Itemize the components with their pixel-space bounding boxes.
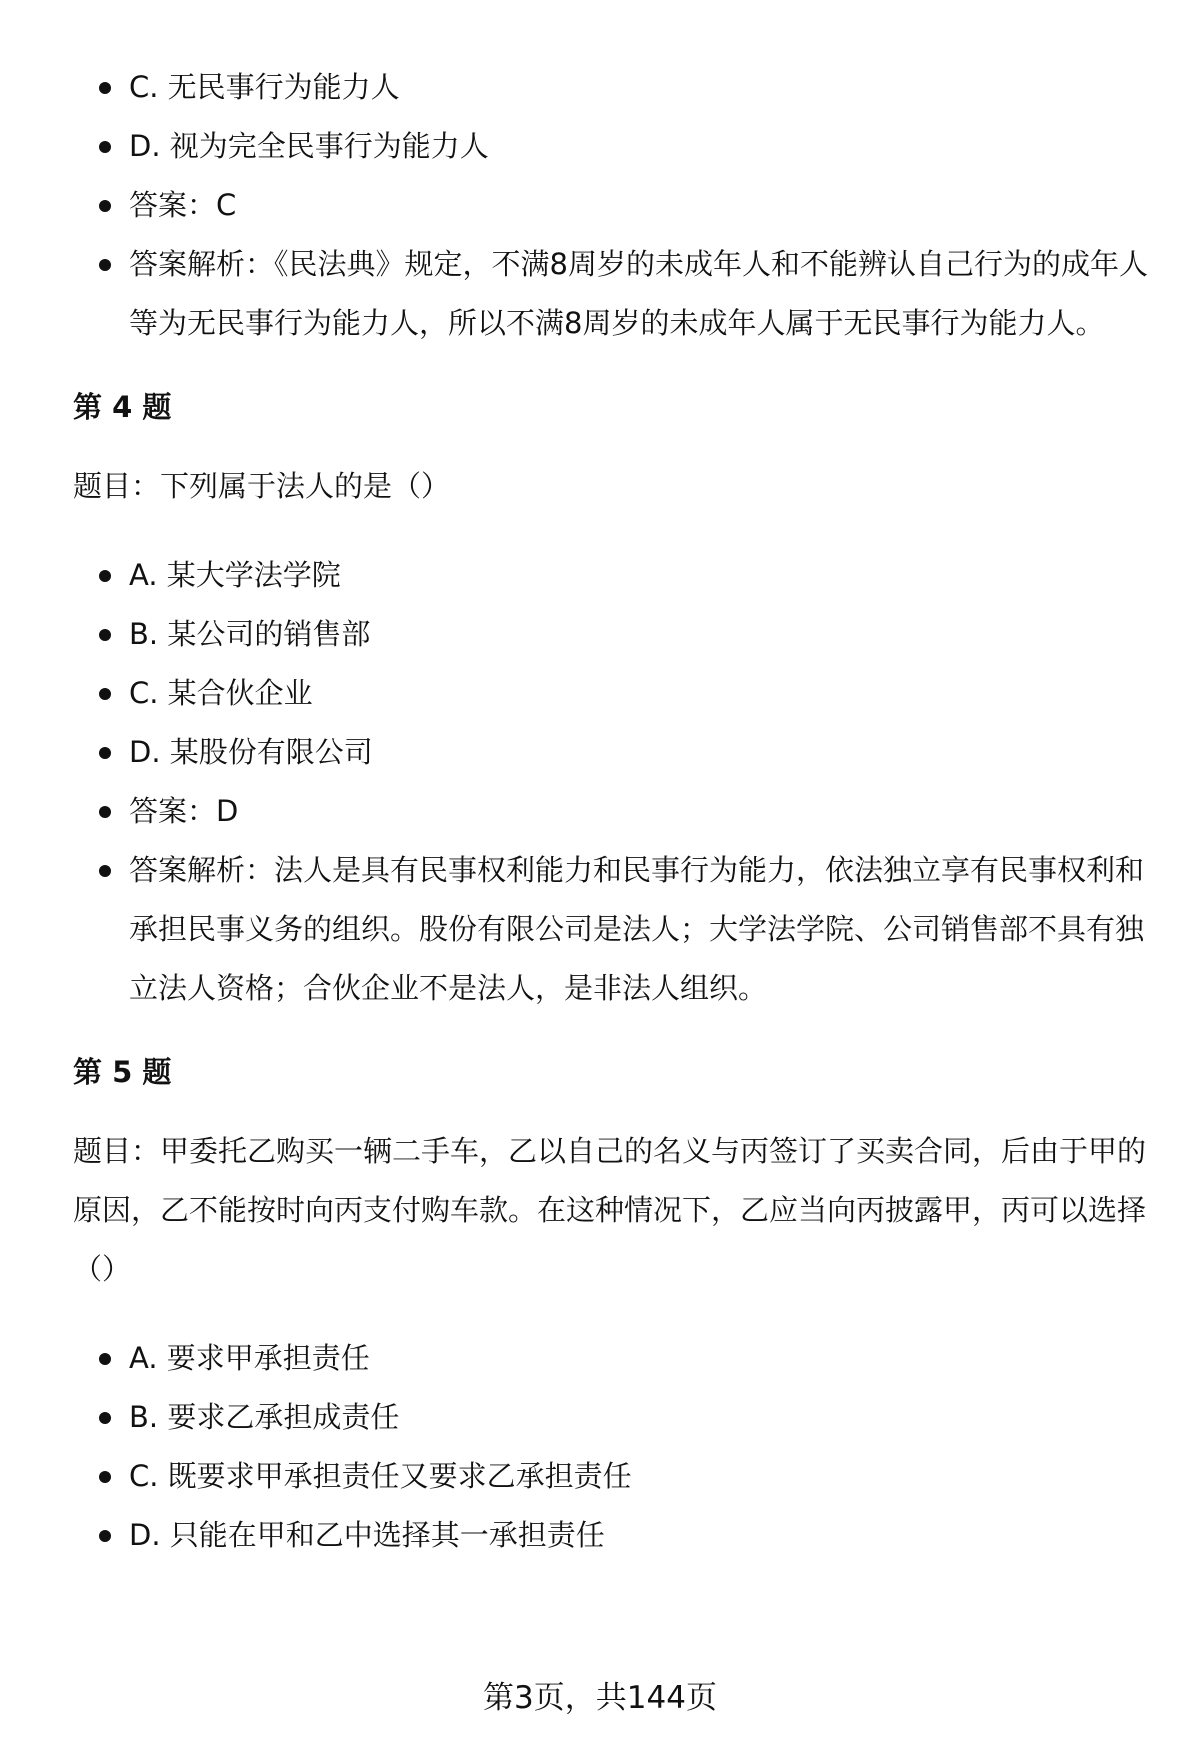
answer-analysis: 答案解析：法人是具有民事权利能力和民事行为能力，依法独立享有民事权利和承担民事义务的组织。股份有限公司是法人；大学法学院、公司销售部不具有独立法人资格；合伙企业不是法人，是非法人组织。 [73,841,1153,1018]
page-number: 第3页，共144页 [483,1680,717,1716]
question-5-options [73,1329,1153,1565]
option-c: C. 既要求甲承担责任又要求乙承担责任 [73,1447,1153,1506]
answer: 答案：D [73,782,1153,841]
option-d: D. 某股份有限公司 [73,723,1153,782]
option-c: C. 无民事行为能力人 [73,58,1153,117]
option-c: C. 某合伙企业 [73,664,1153,723]
question-5-heading: 第 5 题 [73,1055,172,1089]
question-4-options [73,546,1153,1018]
option-d: D. 只能在甲和乙中选择其一承担责任 [73,1506,1153,1565]
question-4-stem: 题目：下列属于法人的是（） [73,469,451,503]
option-d: D. 视为完全民事行为能力人 [73,117,1153,176]
question-3-options [73,58,1153,353]
question-4-heading: 第 4 题 [73,390,172,424]
option-a: A. 某大学法学院 [73,546,1153,605]
question-5-stem: 题目：甲委托乙购买一辆二手车，乙以自己的名义与丙签订了买卖合同，后由于甲的原因，乙不能按时向丙支付购车款。在这种情况下，乙应当向丙披露甲，丙可以选择（） [73,1134,1147,1286]
page-content [73,58,1153,1565]
option-a: A. 要求甲承担责任 [73,1329,1153,1388]
option-b: B. 某公司的销售部 [73,605,1153,664]
answer-analysis: 答案解析：《民法典》规定，不满8周岁的未成年人和不能辨认自己行为的成年人等为无民事行为能力人，所以不满8周岁的未成年人属于无民事行为能力人。 [73,235,1153,353]
option-b: B. 要求乙承担成责任 [73,1388,1153,1447]
answer: 答案：C [73,176,1153,235]
